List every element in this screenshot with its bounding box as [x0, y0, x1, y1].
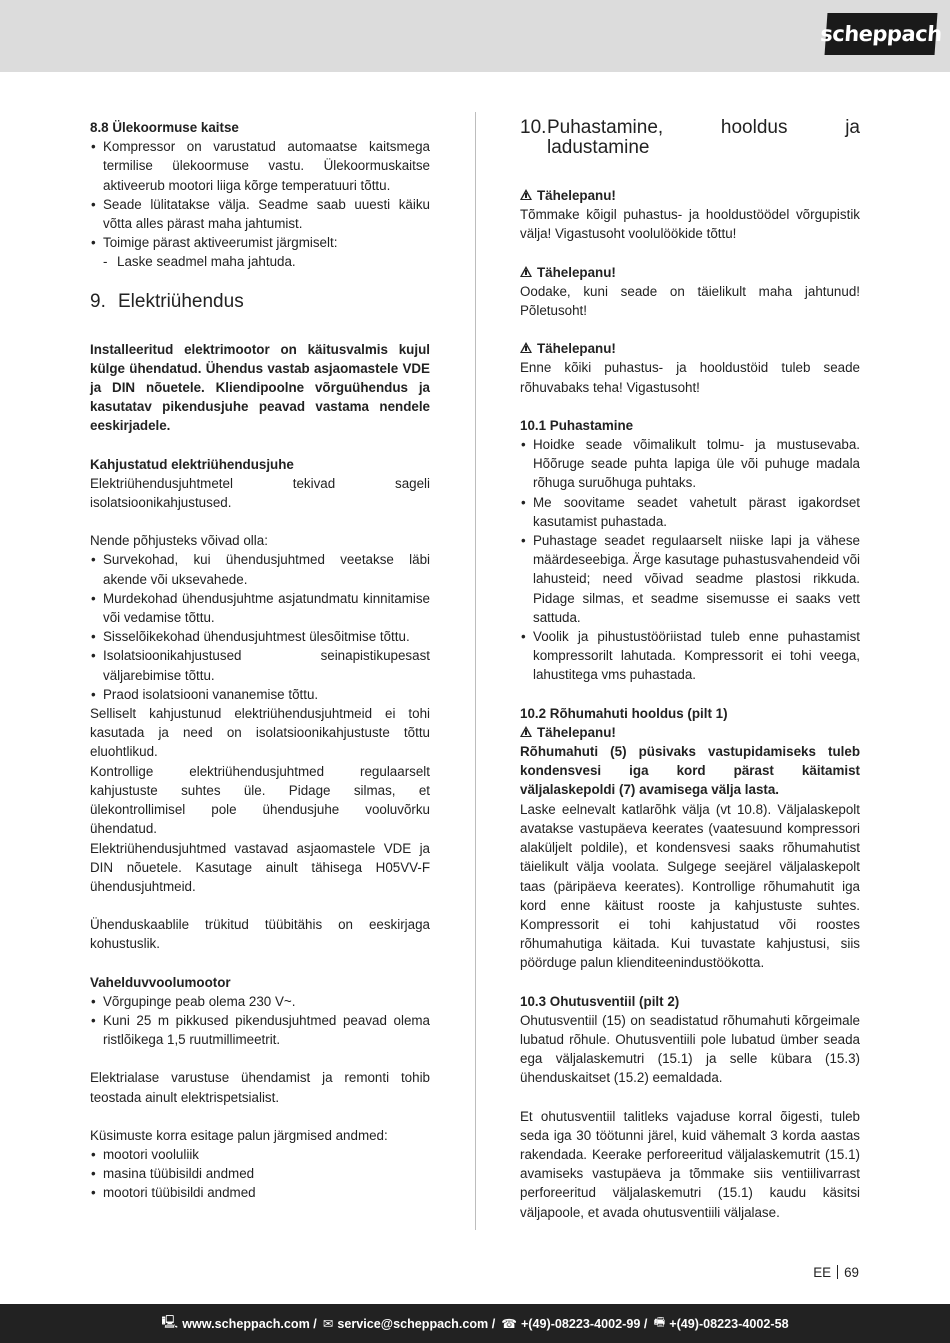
paragraph: Selliselt kahjustunud elektriühendusjuhtmeid ei tohi kasutada ja need on isolatsioonikahjustuste tõttu eluohtlikud. [90, 706, 430, 760]
section-9-intro: Installeeritud elektrimootor on käitusvalmis kujul külge ühendatud. Ühendus vastab asjaomastele VDE ja DIN nõuetele. Kliendipoolne võrguühendus ja kasutatav pikendusjuhe peavad vastama nendele eeskirjadele. [90, 341, 430, 434]
list-item: • Praod isolatsiooni vananemise tõttu. [90, 685, 430, 704]
section-9-title: Elektriühendus [118, 290, 244, 312]
warning-text: Enne kõiki puhastus- ja hooldustöid tuleb seade rõhuvabaks teha! Vigastusoht! [520, 360, 860, 395]
warning-icon [520, 342, 532, 353]
section-8-8-list [90, 137, 430, 271]
list-item: • Isolatsioonikahjustused seinapistikupesast väljarebimise tõttu. [90, 646, 430, 684]
page-language: EE [813, 1265, 832, 1280]
footer-fax: +(49)-08223-4002-58 [669, 1316, 789, 1331]
paragraph: Kontrollige elektriühendusjuhtmed regulaarselt kahjustuste suhtes üle. Pidage silmas, et ülekontrollimisel pole ühendusjuhe vooluvõrku ühendatud. [90, 763, 430, 837]
paragraph: Elektrialase varustuse ühendamist ja remonti tohib teostada ainult elektrispetsialist. [90, 1070, 430, 1105]
warning-icon [520, 189, 532, 200]
list-item: • Murdekohad ühendusjuhtme asjatundmatu kinnitamise või vedamise tõttu. [90, 589, 430, 627]
warning-label: Tähelepanu! [537, 724, 616, 740]
damaged-cable-title: Kahjustatud elektriühendusjuhe [90, 456, 294, 472]
query-list [90, 1145, 430, 1203]
footer-phone: +(49)-08223-4002-99 / [520, 1316, 648, 1331]
damaged-cable-text: Elektriühendusjuhtmetel tekivad sageli isolatsioonikahjustused. [90, 475, 430, 511]
phone-icon: ☎ [501, 1317, 517, 1331]
section-9-heading [90, 290, 430, 314]
column-divider [475, 112, 476, 1230]
page-number-value: 69 [844, 1265, 859, 1280]
warning-icon [520, 266, 532, 277]
warning-label: Tähelepanu! [537, 264, 616, 280]
section-10-2-title: 10.2 Rõhumahuti hooldus (pilt 1) [520, 705, 728, 721]
paragraph: Elektriühendusjuhtmed vastavad asjaomastele VDE ja DIN nõuetele. Kasutage ainult tähisega H05VV-F ühendusjuhtmeid. [90, 840, 430, 894]
section-10-2-text: Laske eelnevalt katlarõhk välja (vt 10.8). Väljalaskepolt avatakse vastupäeva keerates (vaatesuund kompressori alaküljelt poldile), et kondensvesi saaks rõhumahutist täielikult välja voolata. Sulgege seejärel väljalaskepolt taas (päripäeva keerates). Kontrollige rõhumahutit iga kord enne käitust rooste ja kahjustuste suhtes. Kompressorit ei tohi kahjustatud või roostes rõhumahutiga käitada. Kui tuvastate kahjustusi, siis pöörduge palun klienditeenindustöökotta. [520, 801, 860, 971]
list-item: • Me soovitame seadet vahetult pärast igakordset kasutamist puhastada. [520, 493, 860, 531]
causes-list [90, 550, 430, 704]
list-item: • Kompressor on varustatud automaatse kaitsmega termilise ülekoormuse vastu. Ülekoormuskaitse aktiveerub mootori liiga kõrge temperatuuri tõttu. [90, 137, 430, 195]
list-item: • Kuni 25 m pikkused pikendusjuhtmed peavad olema ristlõikega 1,5 ruutmillimeetrit. [90, 1011, 430, 1049]
warning-icon [520, 726, 532, 737]
list-item-dash: - Laske seadmel maha jahtuda. [90, 252, 430, 271]
list-item: • mootori vooluliik [90, 1145, 430, 1164]
footer-website[interactable]: www.scheppach.com / [182, 1316, 317, 1331]
section-10-number: 10. [520, 117, 547, 138]
list-item: • Puhastage seadet regulaarselt niiske lapi ja vähese määrdeseebiga. Ärge kasutage puhastusvahendeid või lahusteid; need võivad seadme plastosi rikkuda. Pidage silmas, et seadme sisemusse ei saaks vett sattuda. [520, 531, 860, 627]
header-band [0, 0, 950, 72]
section-10-heading [520, 118, 860, 158]
paragraph: Küsimuste korra esitage palun järgmised andmed: [90, 1127, 388, 1143]
list-item: • masina tüübisildi andmed [90, 1164, 430, 1183]
section-10-1-title: 10.1 Puhastamine [520, 417, 634, 433]
list-item: • Võrgupinge peab olema 230 V~. [90, 992, 430, 1011]
section-10-3-text: Ohutusventiil (15) on seadistatud rõhumahuti kõrgeimale lubatud rõhule. Ohutusventiili pole lubatud ümber seada ega väljalaskemutri (15.1) ja selle kübara (15.3) ühenduskaitset (15.2) eemaldada. [520, 1012, 860, 1086]
list-item: • Sisselõikekohad ühendusjuhtmest ülesõitmise tõttu. [90, 627, 430, 646]
page-number [813, 1265, 859, 1280]
warning-heading [520, 186, 860, 205]
list-item: • Hoidke seade võimalikult tolmu- ja mustusevaba. Hõõruge seade puhta lapiga üle või puhuge madala rõhuga suruõhuga puhtaks. [520, 435, 860, 493]
section-10-title: Puhastamine, hooldus ja ladustamine [547, 117, 860, 158]
left-column [90, 118, 430, 1203]
warning-text: Oodake, kuni seade on täielikult maha jahtunud! Põletusoht! [520, 283, 860, 319]
section-10-3-title: 10.3 Ohutusventiil (pilt 2) [520, 993, 680, 1009]
list-item: • Seade lülitatakse välja. Seadme saab uuesti käiku võtta alles pärast maha jahtumist. [90, 195, 430, 233]
warning-text: Tõmmake kõigil puhastus- ja hooldustöödel võrgupistik välja! Vigastusoht voolulöökide tõttu! [520, 207, 860, 242]
warning-heading [520, 263, 860, 282]
warning-heading [520, 339, 860, 358]
mail-icon: ✉ [322, 1317, 334, 1331]
list-item: • Toimige pärast aktiveerumist järgmiselt: [90, 233, 430, 252]
section-8-8-title: 8.8 Ülekoormuse kaitse [90, 120, 239, 135]
right-column [520, 118, 860, 1222]
footer-email[interactable]: service@scheppach.com / [337, 1316, 496, 1331]
section-10-1-list [520, 435, 860, 685]
causes-intro: Nende põhjusteks võivad olla: [90, 533, 268, 549]
section-9-number: 9. [90, 290, 106, 312]
warning-label: Tähelepanu! [537, 188, 616, 203]
brand-logo [819, 13, 943, 55]
fax-icon: 🖷 [653, 1315, 666, 1329]
section-10-2-bold-text: Rõhumahuti (5) püsivaks vastupidamiseks tuleb kondensvesi iga kord pärast käitamist väljalaskepoldi (7) avamisega välja lasta. [520, 744, 860, 798]
list-item: • Survekohad, kui ühendusjuhtmed veetakse läbi akende või uksevahede. [90, 550, 430, 588]
computer-icon: 🖳 [161, 1315, 179, 1329]
ac-motor-list [90, 992, 430, 1050]
list-item: • mootori tüübisildi andmed [90, 1183, 430, 1202]
warning-label: Tähelepanu! [537, 341, 616, 357]
list-item: • Voolik ja pihustustööriistad tuleb enne puhastamist kompressorilt lahutada. Kompressorit ei tohi veega, lahustitega vms puhastada. [520, 627, 860, 685]
section-10-3-text: Et ohutusventiil talitleks vajaduse korral õigesti, tuleb seda iga 30 töötunni järel, kuid vähemalt 3 korda aastas rakendada. Keerake perforeeritud väljalaskemutrit (15.1) avamiseks vastupäeva ja tõmmake siis ventiilivarrast perforeeritud väljalaskemutri (15.1) kaudu käsitsi väljapoole, et avada ohutusventiili väljalase. [520, 1108, 860, 1220]
paragraph: Ühenduskaablile trükitud tüübitähis on eeskirjaga kohustuslik. [90, 917, 430, 952]
footer-bar [0, 1304, 950, 1343]
brand-logo-text: scheppach [819, 22, 943, 46]
ac-motor-title: Vahelduvvoolumootor [90, 974, 231, 990]
warning-heading [520, 723, 860, 742]
